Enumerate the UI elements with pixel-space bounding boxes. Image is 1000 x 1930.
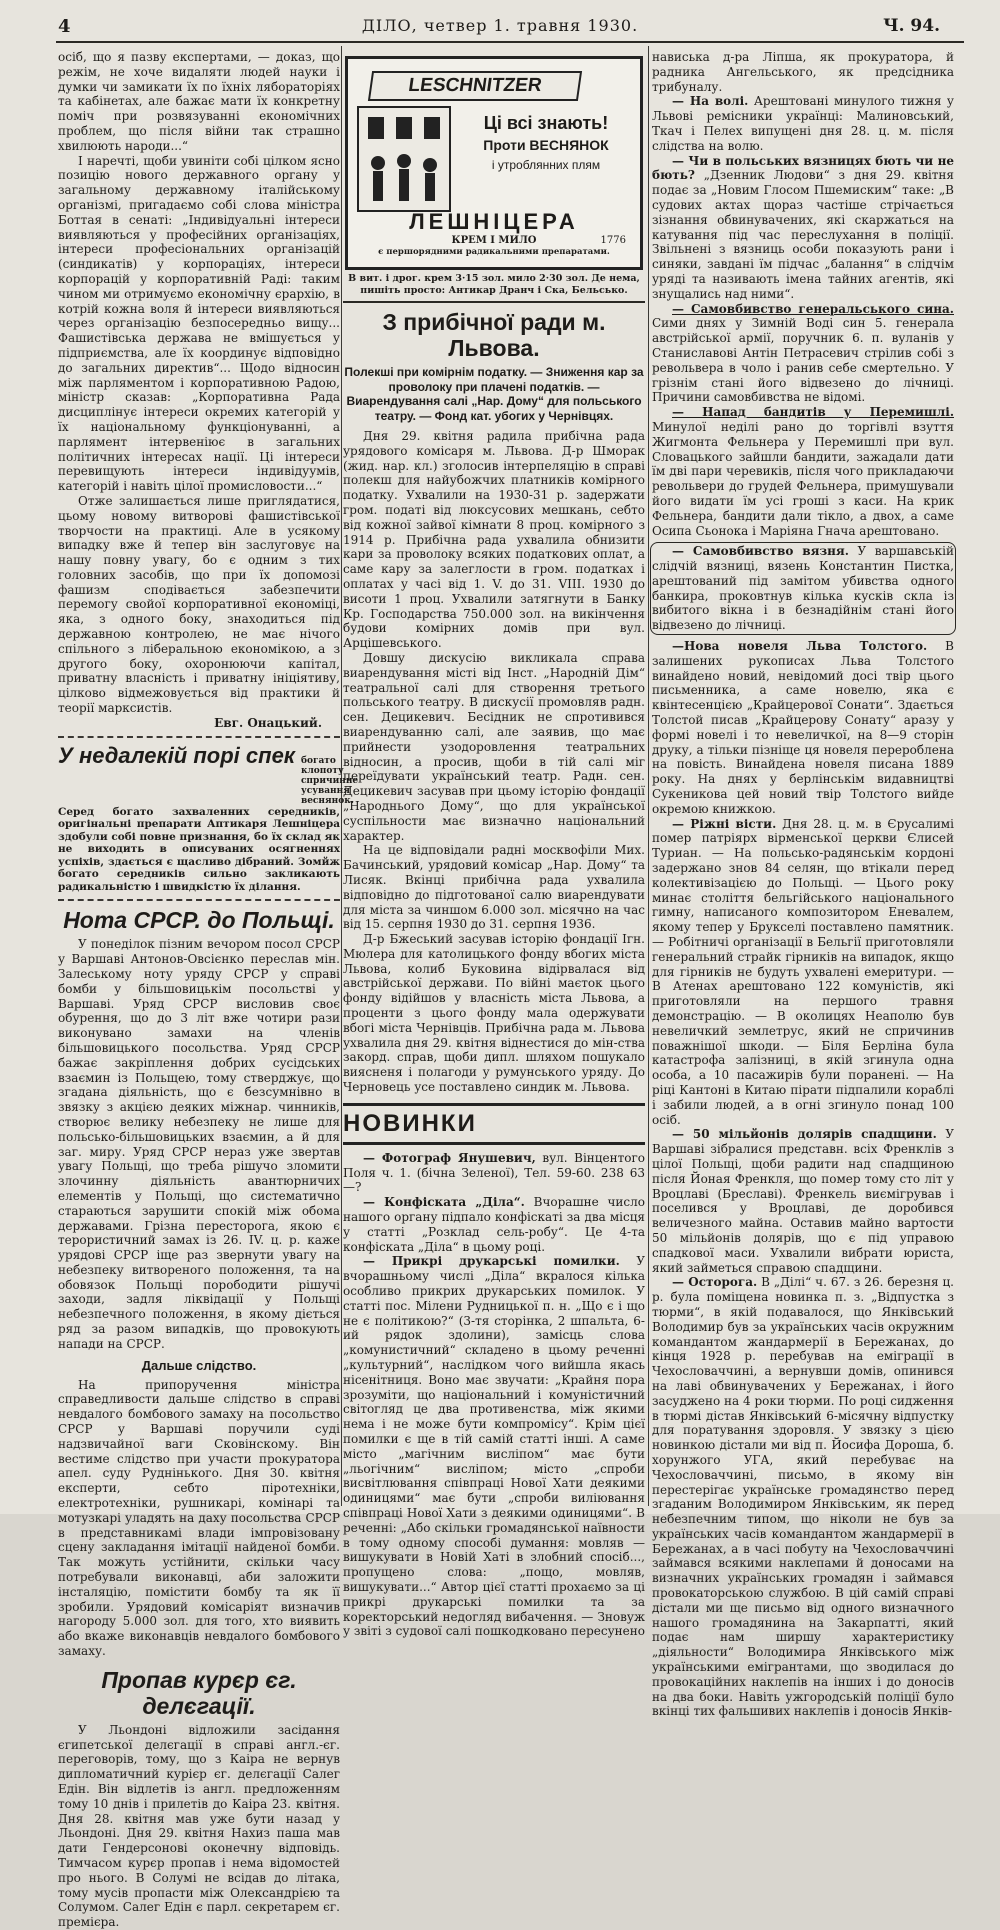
ad-slogan-line2: Проти ВЕСНЯНОК: [483, 137, 609, 153]
ad-product-subtitle: КРЕМ І МИЛО: [451, 235, 537, 246]
news-item-text: „Дзенник Людови“ з дня 29. квітня подає за „Новим Глосом Пшемиским“ таке: „В судових актах щораз частіше стрічається зізнання обвинувачених, які скаржаться на катування під час переслухання в поліції. Звільнені з вязниць особи показують рани і синяки, завдані їм підчас „балання“ в слідчім уряді та називають імена тайних агентів, які знущались над ними“.: [652, 168, 954, 301]
ad-brand-sign: LESCHNITZER: [368, 71, 582, 101]
news-item-text: Сими днях у Зимній Воді син 5. генерала австрійської армії, поручник 6. п. вуланів у Станиславові Антін Петрасевич стрілив собі з револьвера в чоло і ранив себе смертельно. У грізнім стані його відвезено до лічниці. Причини самовбивства не відомі.: [652, 316, 954, 405]
news-item-head: — 50 мільйонів долярів спадщини.: [672, 1127, 937, 1142]
news-item-text: У варшавській слідчій вязниці, вязень Константин Пистка, арештований під замітом убивства одного банкира, проковтнув кілька кусків скла із вибитого вікна і в безнадійнім стані його відвезено до лічниці.: [652, 544, 954, 633]
news-item-head: — Самовбивство генеральського сина.: [672, 301, 954, 316]
spek-notice: [58, 742, 359, 894]
news-item-head: — Прикрі друкарські помилки.: [363, 1254, 620, 1269]
page-number: 4: [58, 16, 71, 37]
rada-paragraph: Дня 29. квітня радила прибічна рада урядового комісаря м. Львова. Д-р Шморак (жид. нар. кл.) зголосив інтерпеляцію в справі полекш для найубожчих платників комірного податку. Ухвалили на 1930-31 р. задержати гром. податі від люксусових мешкань, себто від кожної зайвої кімнати 8 проц. комірного з 1914 р. Прибічна рада ухвалила обнизити кари за проволоку всяких податкових оплат, а саме кару за залеглости в гром. податках і оплатах у часі від 1. V. до 31. VIII. 1930 до висоти 1 проц. Ухвалили затягнути в Банку Кр. Господарства 750.000 зол. на викінчення будови комірних домів при вул. Арцішевського.: [343, 429, 645, 651]
masthead-date: ДІЛО, четвер 1. травня 1930.: [361, 16, 639, 35]
rada-paragraph: На це відповідали радні москвофіли Мих. Бачинський, урядовий комісар „Нар. Дому“ та Лисяк. Вкінці прибічна рада ухвалила відповідно до підготованої салю виарендувати для міста за чиншом 6.000 зол. місячно на час від 15. серпня 1930 до 31. серпня 1936.: [343, 843, 645, 932]
news-item-head: — Осторога.: [672, 1275, 758, 1290]
ad-slogan: [460, 111, 632, 175]
news-item: [652, 405, 954, 538]
column-2: [343, 50, 645, 1639]
news-item-text: У Варшаві зібралися представн. всіх Френклів з цілої Польщі, щоби радити над спадщиною після Йоная Френкля, що помер тому сто літ у Вроцлаві (Бреславі). Френкель виємігрував і поселився у Вроцлаві, де доробився величезного майна. Оставив майно вартости 50 мільйонів долярів, що є під управою спадкової маси. Ухвалили вибрати юриста, який займеться справою спадщини.: [652, 1127, 954, 1275]
nota-paragraph: У понеділок пізним вечором посол СРСР у Варшаві Антонов-Овсієнко переслав мін. Залеському ноту уряду СРСР у справі бомби у більшовицькім посольстві у Варшаві. Уряд СРСР висловив своє обурення, що до 3 літ вже чотири рази виконувано замахи на членів більшовицького посольства. Уряд СРСР бажає закріплення добрих сусідських взаємин із Польщею, тому стверджує, що згадана діяльність, що є безсумнівно в звязку з акцією деяких міжнар. чинників, створює велику небезпеку не лише для польсько-більшовицьких взаємин, а й для заг. миру. Уряд СРСР нераз уже звертав увагу Польщі, що треба рішучо зломити злочинну діяльність авантюрничих елементів у Польщі, що систематично стараються зарушити спокій між обома державами. Грізна пересторога, якою є терористичний замах із 26. IV. ц. р. каже урядові СРСР іще раз звернути увагу на небезпеку витвореного положення, та на обовязок Польщі порободити рішучі заходи, задля ліквідації у Польщі небезпечного положення, в якому діється ряд за разом випадків, що провокують напади на СРСР.: [58, 937, 340, 1351]
news-item: [652, 1275, 954, 1719]
header-rule: [56, 41, 964, 43]
news-item: [343, 1254, 645, 1639]
news-item-text: Дня 28. ц. м. в Єрусалимі помер патріярх вірменської церкви Єлисей Туриан. — На польсько-радянськім кордоні задержано знов 84 селян, що втікали перед колективізацією до Польщі. — Цього року минає століття бельгійського національного гимну, написаного композитором Еневалем, якому тепер у Брукселі поставлено памятник. — Робітничі організації в Бельгії приготовляли генеральний страйк гірників на випадок, якщо для гірників не будуть ухвалені емеритури. — В Атенах арештовано 122 комуністів, які приготовляли на першого травня демонстрацію. — В околицях Неаполю був невеличкий землетрус, який не спричинив поважнішої шкоди. — Біля Берліна була катастрофа залізниці, в якій згинула одна особа, а 10 пасажирів були поранені. — На ріці Кантоні в Китаю пірати підпалили кораблі і забили людей, а в огні згинуло понад 100 осіб.: [652, 816, 954, 1127]
page-header: [0, 0, 1000, 44]
ad-slogan-line1: Ці всі знають!: [483, 113, 609, 133]
leschnitzer-advertisement: [345, 56, 643, 270]
dalshe-paragraph: На припоручення міністра справедливости дальше слідство в справі невдалого бомбового замаху на посольство СРСР у Варшаві поручили суді надзвичайної ваги Сковінскому. Він вестиме слідство при участи прокуратора апел. суду Руднінького. Дня 30. квітня експерти, себто піротехніки, електротехніки, рушникарі, комінарі та мотузкарі уладять на даху посольства СРСР в представникамі влади імпровізовану сцену закладання імітації найденої бомби. Так можуть устійнити, скільки часу потребували виконавці, аби заложити інсталяцію, помістити бомбу та як її зробили. Урядовий комісаріят визначив нагороду 5.000 зол. для того, хто виявить або вкаже виконавців невдалого бомбового замаху.: [58, 1377, 340, 1659]
news-item: [652, 94, 954, 153]
news-item-head: —Нова новеля Льва Толстого.: [672, 639, 928, 654]
news-item-text: У вчорашньому числі „Діла“ вкралося кілька особливо прикрих друкарських помилок. У статті пос. Мілени Рудницької п. н. „Що є і що не є політикою?“ (3-тя сторінка, 2 шпальта, 6-ий рядок здолини), замісць слова „комунистичний“ складено в цьому реченні „культурний“, наслідком чого вийшла якась нісенітниця. Воно має звучати: „Крайня пора зрозуміти, що національний і комуністичний світогляд це два противенства, між якими нема і не може бути компромісу“. Крім цієї помилки є ще в тій самій статті інші. А саме місто „магічним висліпом“ має бути „льогічним“ висліпом; місто „спроби висвітлювання співпраці Нової Хати деякими одиницями“ має бути „спроби виліювання співпраці Нової Хати з деякими одиницями“. В реченні: „Або скільки громадянської наївности в тому одному способі думання: мовляв — вишукувати в Новій Хаті в злобний спосіб..., пропущено слова: „пощо, мовляв, вишукувати...“ Автор цієї статті прохаємо за ці прикрі друкарські помилки та за коректорський недогляд вибачення. — Зновуж у звіті з судової салі пошкодковано пересунено: [343, 1254, 645, 1639]
news-item: [652, 817, 954, 1128]
kurer-headline: Пропав курєр єг. делєгації.: [101, 1666, 297, 1719]
news-item: [343, 1195, 645, 1254]
news-item-head: — Самовбивство вязня.: [672, 544, 849, 559]
news-item: [652, 639, 954, 817]
news-item-head: — Фотограф Янушевич,: [363, 1150, 536, 1165]
news-item: [343, 1151, 645, 1195]
author-signature: Евг. Онацький.: [214, 715, 322, 730]
dalshe-headline: Дальше слідство.: [141, 1357, 257, 1373]
article-paragraph: Отже залишається лише приглядатися, цьому новому витворові фашистівської творчости на практиці. Але в усякому випадку вже й тепер він заслуговує на нашу повну увагу, бо є одним з тих головних засобів, що при їх допомозі фашизм сподівається забезпечити перемогу свойої корпоративної економіці, яка, з одного боку, знаходиться під державною контролею, не має нічого спільного з ліберальною економікою, а з другого боку, охоронюючи капітал, приватну власність і приватну ініціятиву, цілково відмежовується від практики й теорії марксистів.: [58, 493, 340, 716]
news-item-head: — Чи в польських вязницях бють чи не бють?: [652, 153, 954, 183]
news-item-head: — На волі.: [672, 94, 749, 109]
spek-title: У недалекій порі спек: [58, 742, 295, 768]
novynky-section-title: НОВИНКИ: [343, 1103, 645, 1145]
dashed-divider: [58, 736, 340, 738]
section-rule: [343, 301, 645, 303]
ad-illustration-icon: [356, 103, 452, 213]
news-item-text: Вчорашне число нашого органу підпало конфіскаті за два місця у статті „Розклад сель-робу“. Це 4-та конфіската „Діла“ в цьому році.: [343, 1195, 645, 1254]
article-paragraph: осіб, що я пазву експертами, — доказ, що режім, не хоче видаляти людей науки і думки чи замикати їх по їхніх лябораторіях та кабінетах, але бажає мати їх конкретну поміч при розвязуванні економічних проблем, що після війни так страшно хвилюють народи...“: [58, 50, 340, 153]
ad-strip: є першорядними радикальними препаратами.: [378, 247, 610, 257]
column-3: [652, 50, 955, 1719]
spek-aside: богато клопоту спричинне усування веснянок.: [300, 755, 359, 806]
kurer-paragraph: У Льондоні відложили засідання єгипетської делєгації в справі англ.-єг. переговорів, тому, що з Каіра не вернув дипломатичний курієр єг. делєгації Салег Едін. Він відлетів із англ. предложенням тому 10 днів і прилетів до Каіра 23. квітня. Дня 28. квітня мав уже бути назад у Льондоні. Дня 29. квітня Нахиз паша мав дати Гендерсонові оконечну відповідь. Тимчасом курєр пропав і нема відомостей про нього. В Солумі не всідав до літака, тому мусів пропасти між Олександрією та Солумом. Салег Едін є парл. секретарем єг. премієра.: [58, 1722, 340, 1930]
ad-price-note: В вит. і дрог. крем 3·15 зол. мило 2·30 зол. Де нема, пишіть просто: Антикар Дранч і Ска, Бельсько.: [348, 273, 640, 296]
column-divider: [648, 46, 649, 1506]
issue-number: Ч. 94.: [883, 16, 940, 36]
news-item-text: В залишених рукописах Льва Толстого винайдено новий, невідомий досі твір цього письменника, а саме новелю, яка є квінтесенцією „Крайцерової Сонати“. Здається Толстой писав „Крайцерову Сонату“ аразу у формі новелі і то невеличкої, на 8—9 сторін друку, а тільки пізніще ця новеля перероблена на повість. Винайдена новеля писана 1889 року. На днях у берлінськім видавництві Сукеникова цей новий твір Толстого вийде окремою книжкою.: [652, 639, 954, 816]
rada-paragraph: Д-р Бжеський засував історію фондації Ігн. Мюлера для католицького фонду вбогих міста Львова, колиб Буковина відірвалася від австрійської держави. По війні маєток цього фонду відійшов у власність міста Львова, а проценти з цього фонду мала одержувати вбогі міста Чернівців. Прибічна рада м. Львова ухвалила дня 29. квітня віднестися до мін-ства закорд. справ, щоби дипл. шляхом пошукало виясненя і полагоди у румунського уряду. До Черновець усе поставлено синдик м. Львова.: [343, 932, 645, 1095]
news-item-head: — Напад бандитів у Перемишлі.: [672, 405, 954, 420]
spek-text: Серед богато захваленних середників, оригінальні препарати Аптикаря Лешніцера здобули собі повне признання, бо їх склад як не виходить в описуваних осягненнях успіхів, здається є щасливо дібраний. Зомйж богато середників сильно закликають радикальністю і швидкістю їх ділання.: [58, 805, 340, 893]
news-item-text: Арештовані минулого тижня у Львові ремісники українці: Малиновський, Ткач і Пелех випущені дня 28. ц. м. після слідства на волю.: [652, 94, 954, 153]
news-item-text: вул. Вінцентого Поля ч. 1. (бічна Зеленої), Тел. 59-60. 238 63—?: [343, 1150, 645, 1195]
news-item: [652, 302, 954, 406]
ad-product-name: ЛЕШНІЦЕРА: [409, 209, 579, 234]
rada-lead: Полекші при комірнім податку. — Зниження кар за проволоку при плачені податків. — Виарендування салі „Нар. Дому“ для польського театру. — Фонд кат. убогих у Чернівцях.: [344, 365, 644, 423]
ad-slogan-line3: і утроблянних плям: [491, 158, 601, 172]
news-item-text: Минулої неділі рано до торгівлі взуття Жигмонта Фельнера у Перемишлі при вул. Словацького зайшли бандити, зажадали дати їм дві пари черевиків, після чого прикладаючи револьвери до грудей Фельнера, примушували його видати їм усі гроші з каси. На крик Фельнера, бандити дали тікло, а двох, а саме Осипа Сьонока і Маріяна Гнача арештовано.: [652, 419, 954, 538]
news-item: [652, 50, 954, 94]
column-1: [58, 50, 359, 1930]
ad-code: 1776: [600, 235, 626, 246]
news-item: [652, 154, 954, 302]
news-item: [652, 1127, 954, 1275]
article-paragraph: І наречті, щоби увиніти собі цілком ясно позицію нового державного органу у загальному державному італійському організмі, пригадаємо собі слова міністра Боттая в сенаті: „Індивідуальні інтереси виявляються у професійних організаціях, інтереси професіональних організацій (синдикатів) у корпораціях, інтереси корпорацій у корпоративній Раді: таким чином ми отримуємо економічну єрархію, в котрій кожна воля й інтереси виявляються через організацію безпосередньо вищу... Фашистівська держава не вмішується у підприємства, але їх координує відповідно до загальних директив“... Щодо відносин між парляментом і корпоративною Радою, міністр сказав: „Корпоративна Рада дисциплінує інтереси окремих категорій у їх національному функціонуванні, а парлямент інтервеніює в загальних політичних інтересах нації. Ці інтереси перевищують інтереси індивідуумів, категорій і навіть цілої промисловости...“: [58, 153, 340, 494]
rada-paragraph: Довшу дискусію викликала справа виарендування місті від Інст. „Народній Дім“ театральної салі для створення третього польського театру. В дискусії промовляв радн. сен. Децикевич. Бесідник не спротивився виарендуванню салі, але заявив, що має прийнести узодоровлення театральних відносин, а просив, щоби в тій салі міг переїдувати український театр. Радн. сен. Децикевич засував при цьому історію фондації „Народнього Дому“, що для української суспільности має визначно національний характер.: [343, 650, 645, 843]
nota-headline: Нота СРСР. до Польщі.: [63, 907, 335, 934]
news-item-text: нависька д-ра Ліпша, як прокуратора, й радника Ангельського, як предсідника трибуналу.: [652, 50, 954, 94]
news-item-head: — Конфіската „Діла“.: [363, 1195, 525, 1210]
news-item-text: В „Ділі“ ч. 67. з 26. березня ц. р. була поміщена новинка п. з. „Відпустка з тюрми“, в якій подавалося, що Янківський Володимир був за українських часів окружним командантом жандармерії в Бережанах, до кінця 1928 р. перебував на еміграції в Чехословаччині, а вернувши домів, опинився на лаві обвинувачених у Бережанах, і його засуджено на 4 роки тюрми. По році сидження в тюрмі дістав Янківський 6-місячну відпустку для поратування здоровля. У звязку з цією новинкою дістали ми від п. Йосифа Дороша, б. хорунжого УГА, який перебуває на Чехословаччині, письмо, в якому він перестерігає українське громадянство перед згаданим Володимиром Янківським, як перед небезпечним типом, що ніколи не був за українських часів командантом жандармерії в Бережанах, а в часі побуту на Чехословаччині займався всякими наклепами й доносами на визначних українських громадян і займався провокаторською службою. В цій самій справі дістали ми ще письмо від одного визначного нашого громадянина на Закарпатті, який подає нам ширшу характеристику „діяльности“ Володимира Янківського між українськими емігрантами, що зводилася до провокаційних наклепів на інших і до доносів на два боки. Навіть ужгородській поліції було вкінці тих фальшивих наклепів і доносів Янків-: [652, 1275, 955, 1719]
news-item-marked: [652, 544, 954, 633]
dashed-divider: [58, 899, 340, 901]
news-item-head: — Ріжні вісти.: [672, 816, 777, 831]
rada-headline: З прибічної ради м. Львова.: [382, 309, 606, 361]
